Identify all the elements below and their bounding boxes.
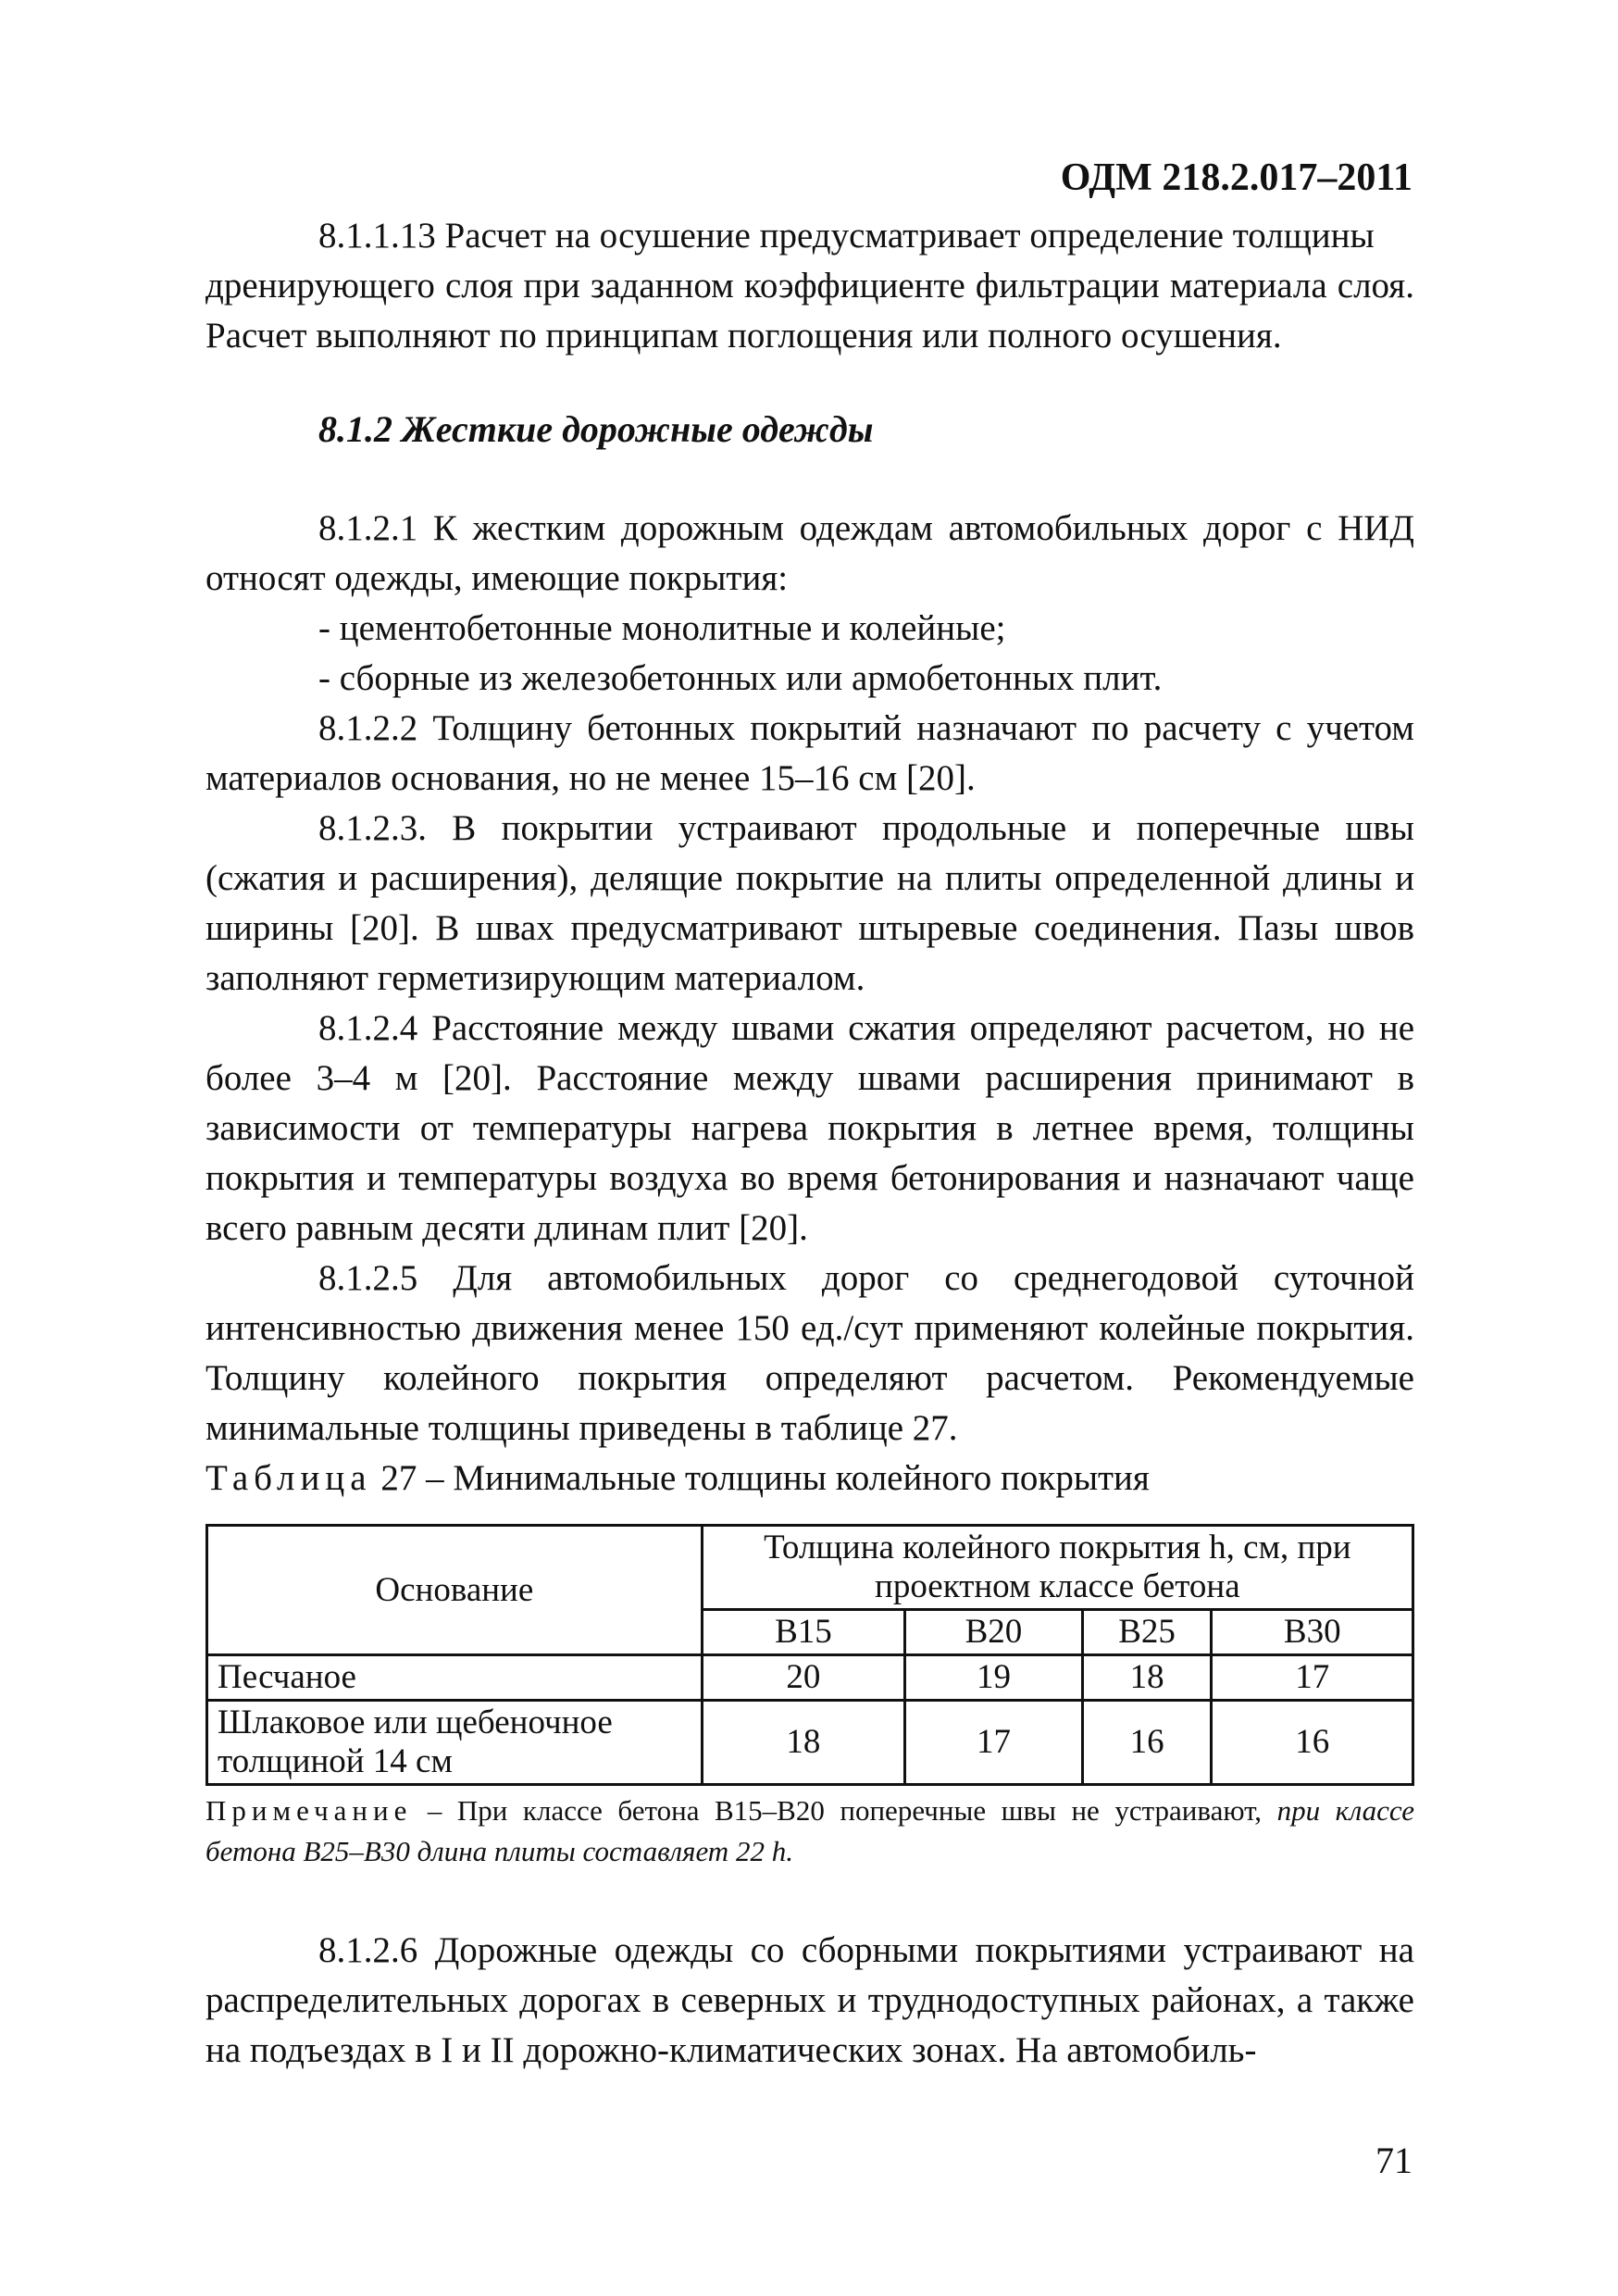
header-thickness-group: Толщина колейного покрытия h, см, при проектном классе бетона <box>702 1526 1413 1610</box>
section-heading: 8.1.2 Жесткие дорожные одежды <box>318 408 874 450</box>
page-number: 71 <box>1375 2140 1413 2181</box>
table-cell: 18 <box>702 1701 904 1785</box>
table-note <box>205 1791 1414 1872</box>
table-row <box>207 1655 1413 1701</box>
row-base: Песчаное <box>207 1655 703 1701</box>
note-text: – При классе бетона B15–B20 поперечные швы не устраивают, <box>412 1794 1263 1827</box>
paragraph-8-1-1-13-continuation: дренирующего слоя при заданном коэффициенте фильтрации материала слоя. Расчет выполняют по принципам поглощения или полного осушения. <box>205 266 1414 356</box>
table-cell: 18 <box>1082 1655 1212 1701</box>
table-caption-text: 27 – Минимальные толщины колейного покрытия <box>380 1458 1150 1498</box>
paragraph-8-1-2-4: 8.1.2.4 Расстояние между швами сжатия определяют расчетом, но не более 3–4 м [20]. Расстояние между швами расширения принимают в зависимости от температуры нагрева покрытия в летнее время, толщины покрытия и температуры воздуха во время бетонирования и назначают чаще всего равным десяти длинам плит [20]. <box>205 1008 1414 1248</box>
paragraph-8-1-2-5: 8.1.2.5 Для автомобильных дорог со среднегодовой суточной интенсивностью движения менее 150 ед./сут применяют колейные покрытия. Толщину колейного покрытия определяют расчетом. Рекомендуемые минимальные толщины приведены в таблице 27. <box>205 1258 1414 1448</box>
paragraph-8-1-2-3: 8.1.2.3. В покрытии устраивают продольные и поперечные швы (сжатия и расширения), делящие покрытие на плиты определенной длины и ширины [20]. В швах предусматривают штыревые соединения. Пазы швов заполняют герметизирующим материалом. <box>205 808 1414 998</box>
table-cell: 16 <box>1212 1701 1413 1785</box>
document-header: ОДМ 218.2.017–2011 <box>1060 156 1413 199</box>
list-item-precast: - сборные из железобетонных или армобетонных плит. <box>318 658 1163 698</box>
table-row <box>207 1701 1413 1785</box>
list-item-monolithic: - цементобетонные монолитные и колейные; <box>318 608 1006 648</box>
section-8-1-1-13 <box>205 211 1414 361</box>
table-cell: 16 <box>1082 1701 1212 1785</box>
note-label: Примечание <box>205 1794 413 1827</box>
table-header-row <box>207 1526 1413 1610</box>
paragraph-8-1-2-6: 8.1.2.6 Дорожные одежды со сборными покрытиями устраивают на распределительных дорогах в северных и труднодоступных районах, а также на подъездах в I и II дорожно-климатических зонах. На автомобиль- <box>205 1930 1414 2070</box>
note-text-italic: при классе бетона B25–B30 длина плиты составляет 22 h. <box>205 1794 1414 1867</box>
table-caption <box>205 1454 1150 1504</box>
header-class-b25: B25 <box>1082 1610 1212 1655</box>
header-base: Основание <box>207 1526 703 1655</box>
header-class-b30: B30 <box>1212 1610 1413 1655</box>
paragraph-8-1-1-13-first-line: 8.1.1.13 Расчет на осушение предусматривает определение толщины <box>318 216 1375 256</box>
row-base: Шлаковое или щебеночное толщиной 14 см <box>207 1701 703 1785</box>
section-8-1-2-body <box>205 504 1414 1454</box>
paragraph-8-1-2-2: 8.1.2.2 Толщину бетонных покрытий назначают по расчету с учетом материалов основания, но не менее 15–16 см [20]. <box>205 708 1414 798</box>
paragraph-8-1-2-1: 8.1.2.1 К жестким дорожным одеждам автомобильных дорог с НИД относят одежды, имеющие покрытия: <box>205 508 1414 598</box>
thickness-table <box>205 1524 1414 1786</box>
header-class-b15: B15 <box>702 1610 904 1655</box>
table-cell: 20 <box>702 1655 904 1701</box>
section-8-1-2-6 <box>205 1926 1414 2076</box>
table-cell: 17 <box>1212 1655 1413 1701</box>
header-class-b20: B20 <box>905 1610 1083 1655</box>
table-cell: 19 <box>905 1655 1083 1701</box>
table-cell: 17 <box>905 1701 1083 1785</box>
table-caption-label: Таблица <box>205 1458 372 1498</box>
